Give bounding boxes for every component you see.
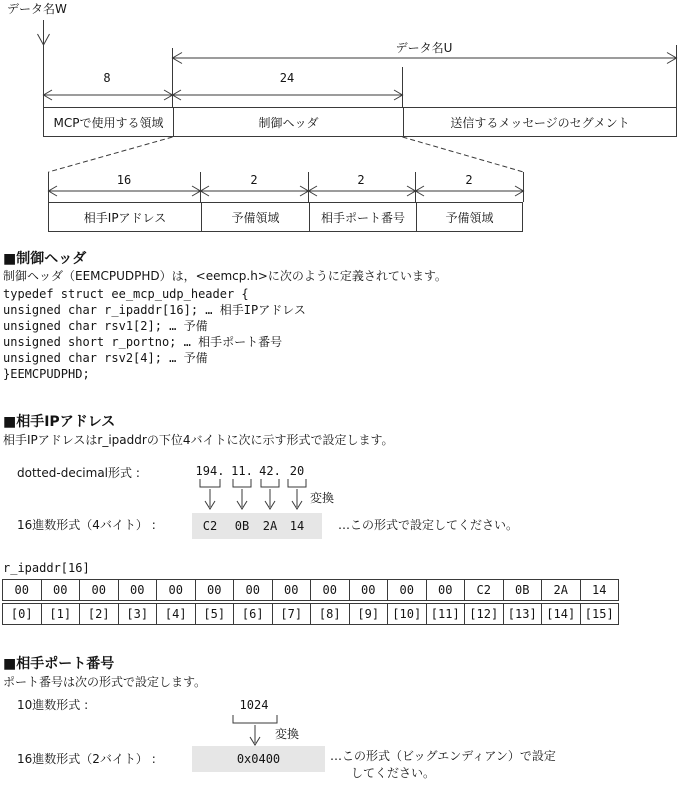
decimal-octet-1: 194. [195,464,225,478]
hex-value-highlight-ip [192,513,322,539]
dotted-decimal-label: dotted-decimal形式 : [17,466,140,480]
decimal-octet-4: 20 [289,464,305,478]
byte-value-cell: 00 [157,580,196,601]
byte-value-cell: 00 [388,580,427,601]
byte-index-cell: [15] [580,604,619,625]
port-conversion-arrow [225,714,315,748]
data-name-u-label: データ名U [395,41,453,55]
code-line: }EEMCPUDPHD; [3,367,90,381]
code-line: unsigned short r_portno; … 相手ポート番号 [3,335,283,349]
convert-label-ip: 変換 [310,491,335,505]
cell-reserved-2: 予備領域 [416,203,522,231]
control-header-detail-box [48,202,523,232]
decimal-port-value: 1024 [239,698,269,712]
control-header-heading: ■制御ヘッダ [3,251,87,267]
byte-index-cell: [9] [349,604,388,625]
byte-value-cell: 00 [272,580,311,601]
byte-value-cell: 00 [195,580,234,601]
data-name-w-label: データ名W [7,2,67,16]
port-section-intro: ポート番号は次の形式で設定します。 [3,675,207,689]
byte-index-cell: [3] [118,604,157,625]
byte-value-cell: C2 [465,580,504,601]
port-section-heading: ■相手ポート番号 [3,656,115,672]
byte-value-cell: 00 [41,580,80,601]
port-format-note-line1: …この形式（ビッグエンディアン）で設定 [330,749,556,763]
byte-index-cell: [6] [234,604,273,625]
ipaddr-values-row [2,579,619,601]
dim-label-2c: 2 [465,173,473,187]
byte-index-cell: [0] [3,604,42,625]
byte-value-cell: 00 [349,580,388,601]
ip-format-note: …この形式で設定してください。 [338,518,519,532]
dim-label-2a: 2 [250,173,258,187]
hex-byte-2: 0B [234,519,250,533]
byte-index-cell: [8] [311,604,350,625]
byte-index-cell: [14] [542,604,581,625]
byte-value-cell: 00 [80,580,119,601]
byte-index-cell: [5] [195,604,234,625]
byte-value-cell: 2A [542,580,581,601]
decimal-format-label-port: 10進数形式 : [17,698,89,712]
dim-label-24: 24 [279,71,295,85]
byte-value-cell: 00 [234,580,273,601]
control-header-intro: 制御ヘッダ（EEMCPUDPHD）は，<eemcp.h>に次のように定義されています。 [3,269,447,283]
hex-format-label-port: 16進数形式（2バイト） : [17,752,156,766]
dim-label-2b: 2 [357,173,365,187]
dim-label-8: 8 [103,71,111,85]
cell-remote-port: 相手ポート番号 [309,203,416,231]
dim-label-16: 16 [116,173,132,187]
convert-label-port: 変換 [275,727,300,741]
ipaddr-index-row [2,603,619,625]
byte-index-cell: [12] [465,604,504,625]
byte-index-cell: [11] [426,604,465,625]
byte-value-cell: 14 [580,580,619,601]
byte-value-cell: 0B [503,580,542,601]
decimal-octet-2: 11. [231,464,253,478]
code-line: typedef struct ee_mcp_udp_header { [3,287,249,301]
byte-value-cell: 00 [311,580,350,601]
cell-remote-ip: 相手IPアドレス [83,210,167,225]
ip-section-heading: ■相手IPアドレス [3,414,116,430]
ip-section-intro: 相手IPアドレスはr_ipaddrの下位4バイトに次に示す形式で設定します。 [3,433,394,447]
code-line: unsigned char r_ipaddr[16]; … 相手IPアドレス [3,303,306,317]
cell-message-segment: 送信するメッセージのセグメント [403,108,676,136]
port-format-note-line2: してください。 [351,766,436,780]
struct-code-block [3,286,306,382]
byte-index-cell: [4] [157,604,196,625]
byte-value-cell: 00 [3,580,42,601]
byte-index-cell: [2] [80,604,119,625]
byte-index-cell: [13] [503,604,542,625]
cell-mcp-area: MCPで使用する領域 [53,115,164,130]
decimal-octet-3: 42. [259,464,281,478]
code-line: unsigned char rsv2[4]; … 予備 [3,351,208,365]
hex-format-label-ip: 16進数形式（4バイト） : [17,518,156,532]
hex-byte-1: C2 [202,519,218,533]
hex-value-highlight-port: 0x0400 [192,746,325,772]
byte-index-cell: [10] [388,604,427,625]
ipaddr-table-label: r_ipaddr[16] [3,561,90,575]
byte-value-cell: 00 [118,580,157,601]
cell-control-header: 制御ヘッダ [173,108,403,136]
code-line: unsigned char rsv1[2]; … 予備 [3,319,208,333]
byte-index-cell: [1] [41,604,80,625]
hex-byte-4: 14 [289,519,305,533]
byte-index-cell: [7] [272,604,311,625]
hex-byte-3: 2A [262,519,278,533]
byte-value-cell: 00 [426,580,465,601]
packet-structure-box [43,107,677,137]
cell-reserved-1: 予備領域 [201,203,309,231]
